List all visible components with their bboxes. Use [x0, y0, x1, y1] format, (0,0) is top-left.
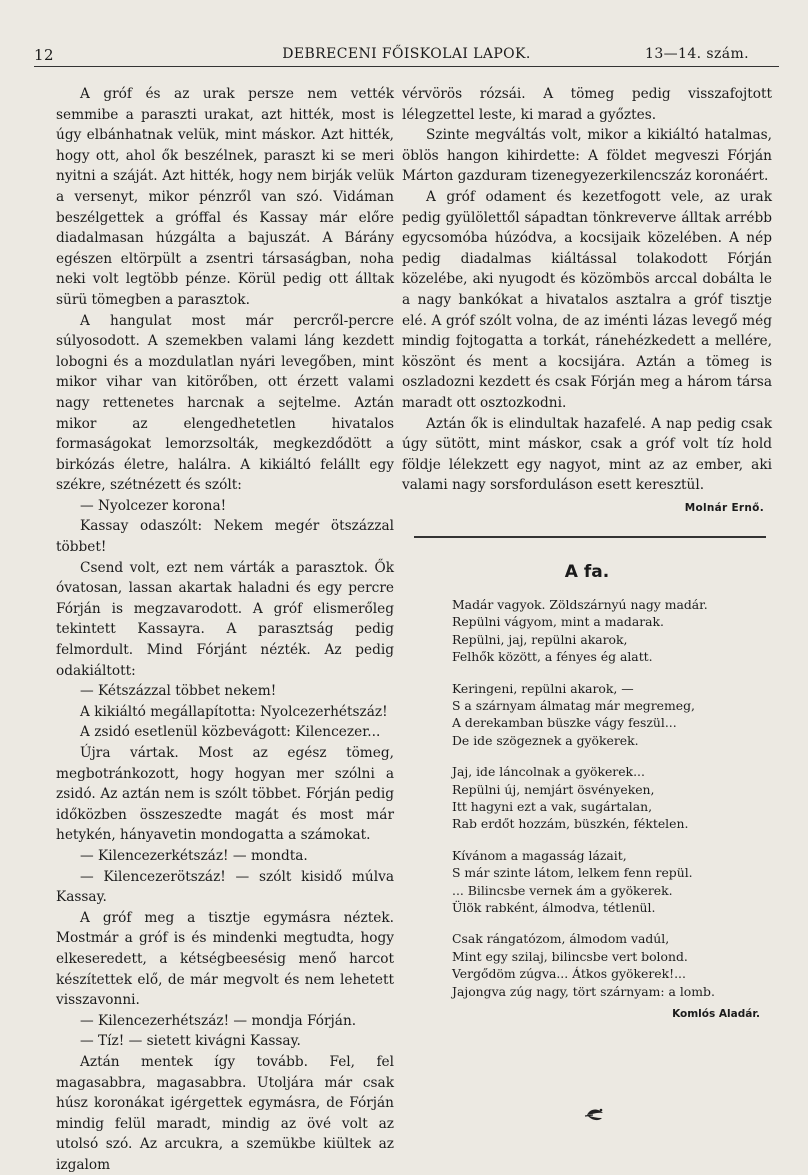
poem-line: S a szárnyam álmatag már megremeg, [452, 697, 695, 713]
poem-line: Ülök rabként, álmodva, tétlenül. [452, 899, 656, 915]
right-column [402, 84, 772, 1020]
dialog-line: A kikiáltó megállapította: Nyolcezerhétszáz! [80, 703, 388, 720]
poem-author: Komlós Aladár. [672, 1008, 760, 1020]
section-divider [414, 536, 766, 538]
poem-title: A fa. [564, 561, 610, 582]
header-rule [34, 66, 779, 67]
poem-line: Itt hagyni ezt a vak, sugártalan, [452, 798, 653, 814]
poem-line: Mint egy szilaj, bilincsbe vert bolond. [452, 948, 688, 964]
poem-line: Rab erdőt hozzám, büszkén, féktelen. [452, 816, 689, 832]
poem-line: Repülni vágyom, mint a madarak. [452, 614, 664, 630]
poem-line: Vergődöm zúgva... Átkos gyökerek!... [452, 966, 686, 982]
poem-stanza [452, 596, 772, 666]
story-paragraph: A gróf odament és kezetfogott vele, az urak pedig gyülölettől sápadtan tönkreverve álltak arrébb egycsomóba húzódva, a kocsijaik közelében. A nép pedig diadalmas kiáltással tolakodott Fórján közelébe, aki nyugodt és közömbös arccal dobálta le a nagy bankókat a hivatalos asztalra a gróf tisztje elé. A gróf szólt volna, de az iménti lázas levegő még mindig fojtogatta a torkát, ránehézkedett a mellére, köszönt és ment a kocsijára. Aztán a tömeg is oszladozni kezdett és csak Fórján meg a három társa maradt ott osztozkodni. [402, 188, 772, 411]
issue-number: 13—14. szám. [645, 46, 749, 62]
story-paragraph: Szinte megváltás volt, mikor a kikiáltó hatalmas, öblös hangon kihirdette: A földet megveszi Fórján Márton gazduram tizenegyezerkilencszáz koronáért. [402, 127, 772, 185]
poem-line: De ide szögeznek a gyökerek. [452, 732, 639, 748]
poem-line: Repülni, jaj, repülni akarok, [452, 631, 628, 647]
story-paragraph: A hangulat most már percről-percre súlyosodott. A szemekben valami láng kezdett lobogni és a mozdulatlan nyári levegőben, mint mikor vihar van kitörőben, ott érzett valami nagy rettenetes harcnak a sejtelme. Aztán mikor az elengedhetetlen hivatalos formaságokat lemorzsolták, megkezdődött a birkózás életre, halálra. A kikiáltó felállt egy székre, szétnézett és szólt: [56, 312, 394, 494]
poem-line: Jajongva zúg nagy, tört szárnyam: a lomb. [452, 983, 715, 999]
poem-stanza [452, 847, 772, 917]
story-author: Molnár Ernő. [684, 501, 764, 514]
poem-line: Felhők között, a fényes ég alatt. [452, 649, 653, 665]
poem-line: S már szinte látom, lelkem fenn repül. [452, 865, 693, 881]
poem-line: A derekamban büszke vágy feszül... [452, 715, 677, 731]
poem-stanza [452, 930, 772, 1000]
poem-line: Csak rángatózom, álmodom vadúl, [452, 931, 670, 947]
poem-line: Keringeni, repülni akarok, — [452, 680, 634, 696]
story-paragraph: Újra vártak. Most az egész tömeg, megbotránkozott, hogy hogyan mer szólni a zsidó. Az aztán nem is szólt többet. Fórján pedig időközben összeszedte magát és most már hetykén, hányavetin mondogatta a számokat. [56, 745, 394, 844]
dialog-line: — Kilencezerhétszáz! — mondja Fórján. [80, 1012, 357, 1029]
dialog-line: — Kilencezerkétszáz! — mondta. [80, 847, 308, 864]
poem-line: ... Bilincsbe vernek ám a gyökerek. [452, 882, 673, 898]
dialog-line: A zsidó esetlenül közbevágott: Kilencezer... [80, 724, 381, 741]
story-paragraph: Aztán mentek így tovább. Fel, fel magasabbra, magasabbra. Utoljára már csak húsz koronákat igérgettek egymásra, de Fórján mindig felül maradt, mindig az övé volt az utolsó szó. Az arcukra, a szemükbe kiültek az izgalom [56, 1053, 394, 1173]
dialog-line: — Tíz! — sietett kivágni Kassay. [80, 1033, 301, 1050]
story-paragraph: Csend volt, ezt nem várták a parasztok. Ők óvatosan, lassan akartak haladni és egy percre Fórján is megzavarodott. A gróf elismerőleg tekintett Kassayra. A parasztság pedig felmordult. Mind Fórjánt nézték. Az pedig odakiáltott: [56, 559, 394, 679]
poem-line: Kívánom a magasság lázait, [452, 847, 627, 863]
journal-title: DEBRECENI FŐISKOLAI LAPOK. [282, 46, 531, 62]
story-paragraph: A gróf meg a tisztje egymásra néztek. Mostmár a gróf is és mindenki megtudta, hogy elkeseredett, a kétségbeesésig menő harcot készítettek elő, de már megvolt és nem lehetett visszavonni. [56, 909, 394, 1009]
leaf-ornament-icon [584, 1106, 606, 1124]
poem-stanza [452, 680, 772, 750]
dialog-line: — Nyolcezer korona! [80, 497, 227, 514]
poem-stanza [452, 763, 772, 833]
left-column [56, 84, 394, 1175]
story-paragraph: — Kilencezerötszáz! — szólt kisidő múlva Kassay. [56, 868, 394, 906]
dialog-line: — Kétszázzal többet nekem! [80, 683, 277, 700]
story-paragraph: Aztán ők is elindultak hazafelé. A nap pedig csak úgy sütött, mint máskor, csak a gróf volt tíz hold földje lélekzett egy nagyot, mint az az ember, aki valami nagy sorsforduláson esett keresztül. [402, 415, 772, 494]
poem-line: Jaj, ide láncolnak a gyökerek... [452, 764, 645, 780]
poem-line: Repülni új, nemjárt ösvényeken, [452, 781, 655, 797]
page-number: 12 [34, 46, 54, 64]
page-header [34, 42, 779, 66]
story-paragraph: Kassay odaszólt: Nekem megér ötszázzal többet! [56, 518, 394, 556]
story-paragraph: A gróf és az urak persze nem vették semmibe a paraszti urakat, azt hitték, most is úgy elbánhatnak velük, mint máskor. Azt hitték, hogy ott, ahol ők beszélnek, paraszt ki se meri nyitni a száját. Azt hitték, hogy nem birják velük a versenyt, mikor pénzről van szó. Vidáman beszélgettek a gróffal és Kassay már előre diadalmasan húzgálta a bajuszát. A Bárány egészen eltörpült a zsentri társaságban, noha neki volt legtöbb pénze. Körül pedig ott álltak sürü tömegben a parasztok. [56, 86, 394, 308]
poem-line: Madár vagyok. Zöldszárnyú nagy madár. [452, 596, 708, 612]
story-paragraph: vérvörös rózsái. A tömeg pedig visszafojtott lélegzettel leste, ki marad a győztes. [402, 86, 772, 123]
